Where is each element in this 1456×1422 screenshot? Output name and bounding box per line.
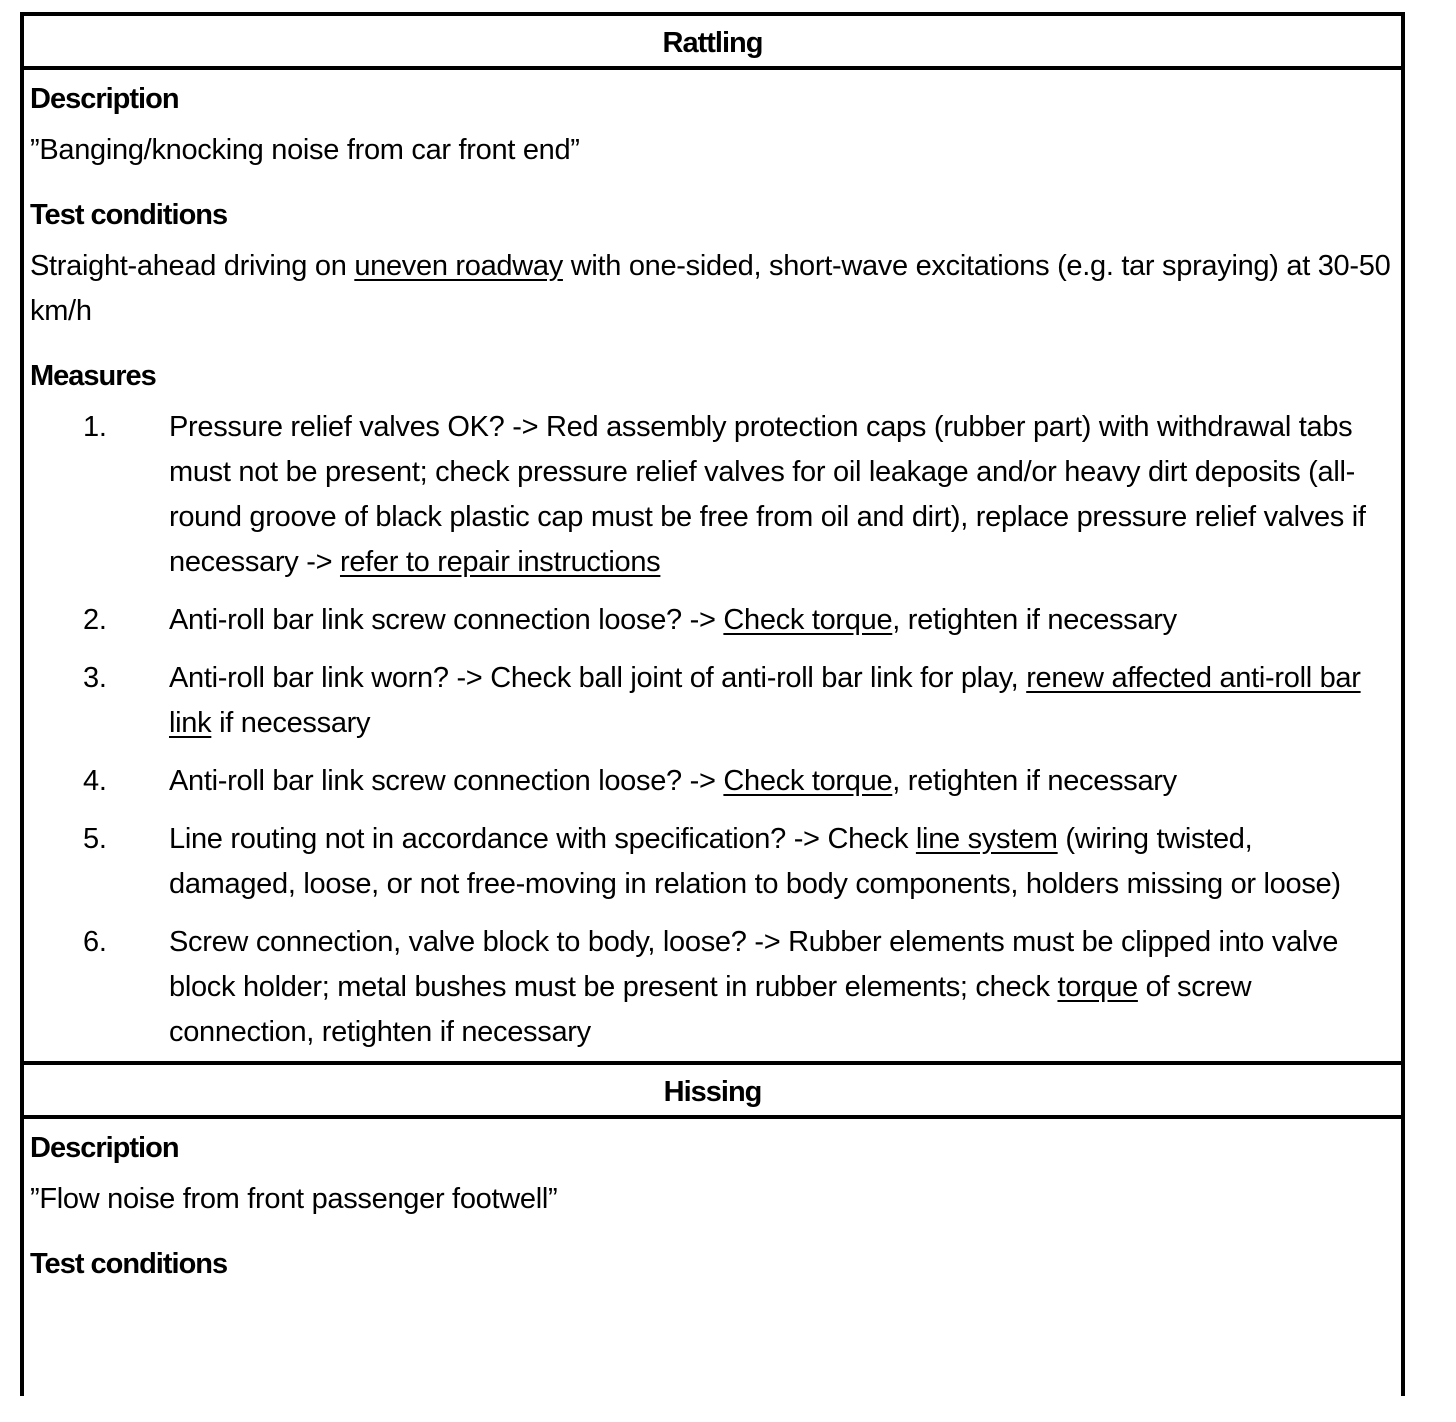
section-body-hissing <box>24 1119 1401 1293</box>
text-segment: Line routing not in accordance with specification? -> Check <box>169 823 916 855</box>
test-conditions-heading: Test conditions <box>30 1248 228 1280</box>
refer-to-repair-instructions-link[interactable]: refer to repair instructions <box>339 546 661 578</box>
item-number: 3. <box>83 662 107 694</box>
text-segment: Anti-roll bar link screw connection loose? -> <box>169 604 724 636</box>
item-number: 4. <box>83 765 107 797</box>
test-conditions-text <box>30 244 1401 347</box>
measures-heading: Measures <box>30 360 156 392</box>
item-number: 6. <box>83 926 107 958</box>
section-title-rattling: Rattling <box>24 16 1401 70</box>
text-segment: of screw connection, retighten if necessary <box>169 971 1252 1048</box>
text-segment: (wiring twisted, damaged, loose, or not free-moving in relation to body components, holders missing or loose) <box>169 823 1341 900</box>
torque-link[interactable]: torque <box>1057 971 1138 1003</box>
description-text: ”Flow noise from front passenger footwell” <box>30 1183 558 1215</box>
text-segment: if necessary <box>211 707 371 739</box>
text-segment: Anti-roll bar link screw connection loose? -> <box>169 765 724 797</box>
text-segment: , retighten if necessary <box>892 604 1177 636</box>
item-number: 2. <box>83 604 107 636</box>
description-heading: Description <box>30 1132 179 1164</box>
section-title-hissing: Hissing <box>24 1061 1401 1119</box>
list-item <box>30 656 1401 759</box>
text-segment: Anti-roll bar link worn? -> Check ball joint of anti-roll bar link for play, <box>169 662 1027 694</box>
text-segment: , retighten if necessary <box>892 765 1177 797</box>
noise-diagnosis-table <box>20 12 1405 1396</box>
renew-anti-roll-bar-link[interactable]: renew affected anti-roll bar link <box>169 662 1361 739</box>
text-segment: Straight-ahead driving on <box>30 250 355 282</box>
list-item <box>30 598 1401 656</box>
text-segment: with one-sided, short-wave excitations (e.g. tar spraying) at 30-50 km/h <box>30 250 1391 327</box>
check-torque-link[interactable]: Check torque <box>723 604 893 636</box>
uneven-roadway-link[interactable]: uneven roadway <box>354 250 563 282</box>
measures-list <box>30 405 1401 1055</box>
description-text: ”Banging/knocking noise from car front end” <box>30 134 580 166</box>
text-segment: Screw connection, valve block to body, loose? -> Rubber elements must be clipped into valve block holder; metal bushes must be present in rubber elements; check <box>169 926 1339 1003</box>
item-number: 5. <box>83 823 107 855</box>
description-heading: Description <box>30 83 179 115</box>
section-body-rattling <box>24 70 1401 1055</box>
item-number: 1. <box>83 411 107 443</box>
list-item <box>30 405 1401 598</box>
list-item <box>30 759 1401 817</box>
line-system-link[interactable]: line system <box>915 823 1058 855</box>
check-torque-link[interactable]: Check torque <box>723 765 893 797</box>
test-conditions-heading: Test conditions <box>30 199 228 231</box>
list-item <box>30 817 1401 920</box>
text-segment: Pressure relief valves OK? -> Red assembly protection caps (rubber part) with withdrawal tabs must not be present; check pressure relief valves for oil leakage and/or heavy dirt deposits (all-round groove of black plastic cap must be free from oil and dirt), replace pressure relief valves if necessary -> <box>169 411 1366 578</box>
list-item <box>30 920 1401 1055</box>
